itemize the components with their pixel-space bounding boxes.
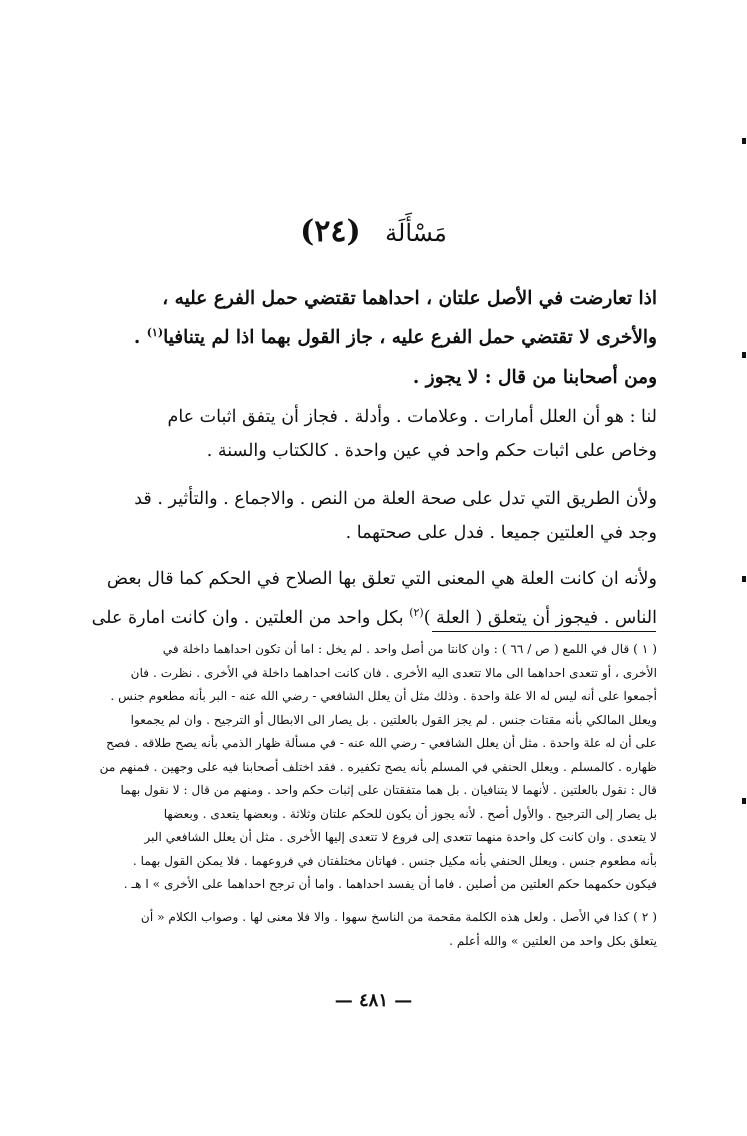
- scan-mark: [742, 576, 746, 582]
- footnote-line: ( ١ ) قال في اللمع ( ص / ٦٦ ) : وان كانتا من أصل واحد . لم يخل : اما أن تكون احداهما داخلة في: [162, 642, 657, 656]
- page-number: — ٤٨١ —: [334, 990, 413, 1011]
- footnote-rule: [432, 631, 656, 632]
- footnote-ref: (١): [146, 326, 164, 339]
- section-heading: [0, 212, 747, 253]
- footnote-line: أجمعوا على أنه ليس له الا علة واحدة . وذلك مثل أن يعلل الشافعي - رضي الله عنه - البر بأنه مطعوم جنس .: [110, 689, 657, 703]
- footnote-1: [92, 638, 657, 897]
- main-text: [92, 282, 657, 395]
- main-line: ومن أصحابنا من قال : لا يجوز .: [412, 367, 657, 389]
- main-line: وجد في العلتين جميعا . فدل على صحتهما .: [345, 523, 657, 543]
- scan-mark: [742, 138, 746, 144]
- main-line: الناس . فيجوز أن يتعلق ( العلة )$^{(٢)}$ بكل واحد من العلتين . وان كانت امارة على: [91, 606, 657, 628]
- footnote-line: ( ٢ ) كذا في الأصل . ولعل هذه الكلمة مقحمة من الناسخ سهوا . والا فلا معنى لها . وصواب الكلام « أن: [140, 910, 657, 924]
- paragraph: [92, 400, 657, 468]
- footnote-line: يتعلق بكل واحد من العلتين » والله أعلم .: [449, 933, 657, 948]
- scan-mark: [742, 798, 746, 804]
- main-line: اذا تعارضت في الأصل علتان ، احداهما تقتضي حمل الفرع عليه ،: [162, 288, 657, 309]
- footnote-line: ظهاره . كالمسلم . ويعلل الحنفي في المسلم بأنه يصح تكفيره . فقد اختلف أصحابنا فيه على وجهين . فمنهم من: [99, 759, 657, 774]
- main-line: لنا : هو أن العلل أمارات . وعلامات . وأدلة . فجاز أن يتفق اثبات عام: [167, 407, 657, 427]
- footnote-ref: (٢): [409, 606, 424, 619]
- main-line: ولأنه ان كانت العلة هي المعنى التي تعلق بها الصلاح في الحكم كما قال بعض: [106, 569, 657, 589]
- footnote-line: ويعلل المالكي بأنه مقتات جنس . لم يجز القول بالعلتين . بل يصار الى الابطال أو الترجيح . وان لم يجمعوا: [130, 712, 657, 727]
- paragraph: [92, 562, 657, 635]
- main-line: ولأن الطريق التي تدل على صحة العلة من النص . والاجماع . والتأثير . قد: [134, 489, 657, 509]
- footnote-line: الأخرى ، أو تتعدى احداهما الى مالا تتعدى اليه الأخرى . فان كانت احداهما داخلة في الأخرى . نظرت . فان: [130, 665, 657, 680]
- scan-mark: [742, 352, 746, 358]
- main-line: وخاص على اثبات حكم واحد في عين واحدة . كالكتاب والسنة .: [206, 441, 657, 461]
- footnote-line: بأنه مطعوم جنس . ويعلل الحنفي بأنه مكيل جنس . فهاتان مختلفتان في فروعهما . فلا يمكن القول بهما .: [132, 853, 657, 868]
- footnote-line: قال : نقول بالعلتين . لأنهما لا يتنافيان . بل هما متفقتان على إثبات حكم واحد . ومنهم من قال : لا نقول بهما: [120, 783, 657, 797]
- footnote-line: بل يصار إلى الترجيح . والأول أصح . لأنه يجوز أن يكون للحكم علتان وثلاثة . وبعضها يتعدى . وبعضها: [163, 806, 657, 821]
- footnote-2: [92, 906, 657, 953]
- heading-word: مَسْأَلَة: [385, 219, 447, 247]
- main-line: والأخرى لا تقتضي حمل الفرع عليه ، جاز القول بهما اذا لم يتنافيا$^{(١)}$ .: [133, 326, 657, 349]
- footnote-line: فيكون حكمهما حكم العلتين من أصلين . فاما أن يفسد احداهما . واما أن ترجح احداهما على الأخرى » ا هـ .: [123, 877, 657, 891]
- heading-number: (٢٤): [300, 214, 361, 249]
- footnote-line: على أن له علة واحدة . مثل أن يعلل الشافعي - رضي الله عنه - في مسألة ظهار الذمي بأنه يصح طلاقه . فصح: [106, 736, 657, 750]
- footnote-line: لا يتعدى . وان كانت كل واحدة منهما تتعدى إلى فروع لا تتعدى إليها الأخرى . مثل أن يعلل الشافعي البر: [144, 830, 657, 844]
- paragraph: [92, 482, 657, 550]
